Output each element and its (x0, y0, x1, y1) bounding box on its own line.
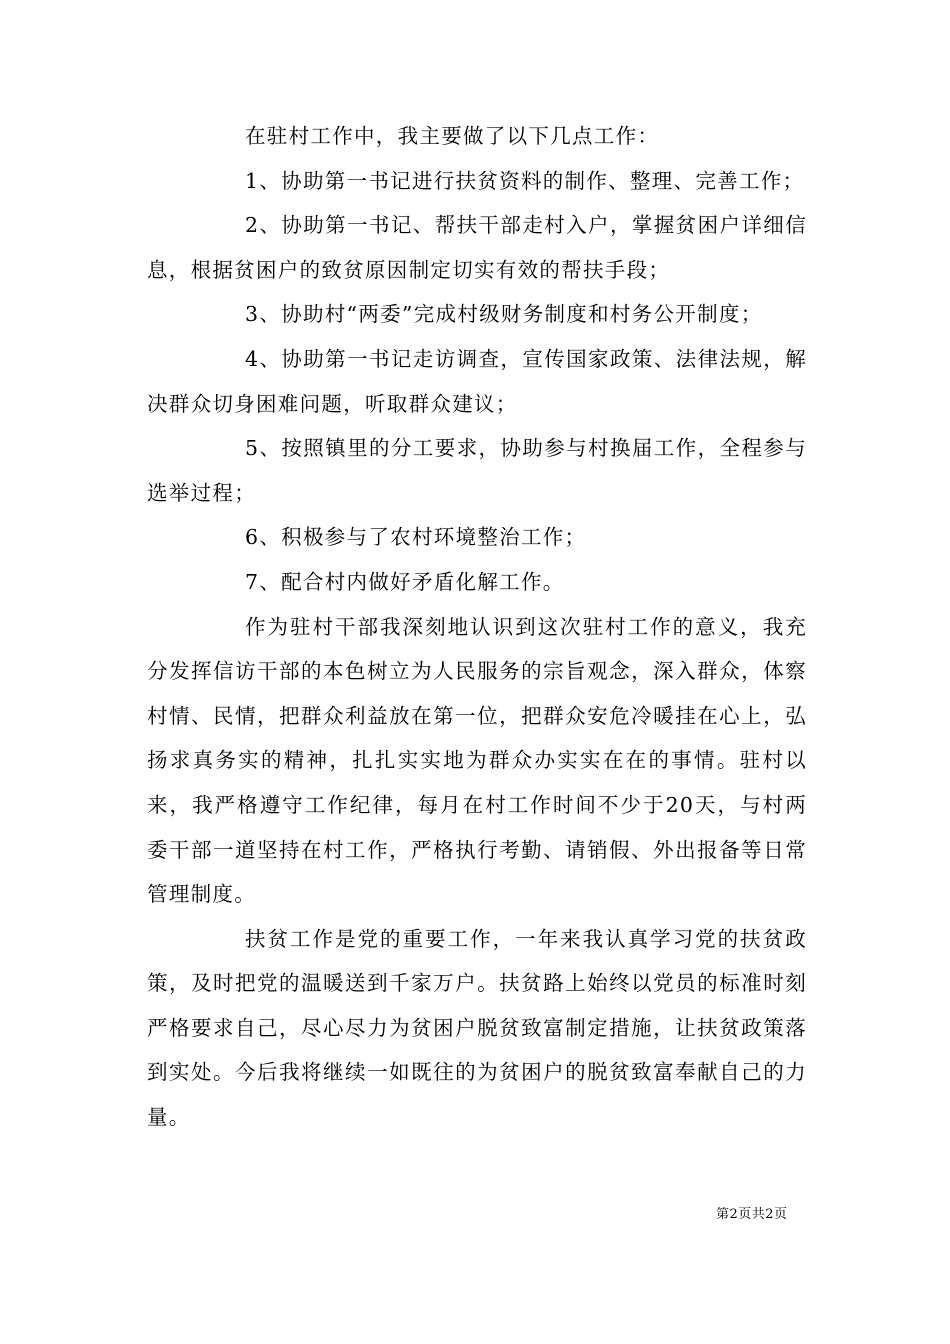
paragraph-item-1: 1、协助第一书记进行扶贫资料的制作、整理、完善工作； (245, 168, 805, 193)
paragraph-item-2: 2、协助第一书记、帮扶干部走村入户，掌握贫困户详细信息，根据贫困户的致贫原因制定切实有效的帮扶手段； (147, 213, 807, 282)
paragraph-item-7: 7、配合村内做好矛盾化解工作。 (245, 569, 565, 594)
page-number-footer: 第2页共2页 (716, 1207, 788, 1222)
paragraph-item-3: 3、协助村“两委”完成村级财务制度和村务公开制度； (245, 302, 763, 327)
paragraph-item-4: 4、协助第一书记走访调查，宣传国家政策、法律法规，解决群众切身困难问题，听取群众建议； (147, 346, 807, 416)
paragraph-item-6: 6、积极参与了农村环境整治工作； (245, 525, 587, 550)
paragraph-conclusion: 扶贫工作是党的重要工作，一年来我认真学习党的扶贫政策，及时把党的温暖送到千家万户。扶贫路上始终以党员的标准时刻严格要求自己，尽心尽力为贫困户脱贫致富制定措施，让扶贫政策落到实处。今后我将继续一如既往的为贫困户的脱贫致富奉献自己的力量。 (147, 926, 807, 1130)
paragraph-reflection: 作为驻村干部我深刻地认识到这次驻村工作的意义，我充分发挥信访干部的本色树立为人民服务的宗旨观念，深入群众，体察村情、民情，把群众利益放在第一位，把群众安危冷暖挂在心上，弘扬求真务实的精神，扎扎实实地为群众办实实在在的事情。驻村以来，我严格遵守工作纪律，每月在村工作时间不少于20天，与村两委干部一道坚持在村工作，严格执行考勤、请销假、外出报备等日常管理制度。 (147, 614, 807, 907)
paragraph-item-5: 5、按照镇里的分工要求，协助参与村换届工作，全程参与选举过程； (147, 436, 807, 505)
paragraph-intro: 在驻村工作中，我主要做了以下几点工作： (245, 124, 660, 148)
document-body (147, 114, 807, 1140)
